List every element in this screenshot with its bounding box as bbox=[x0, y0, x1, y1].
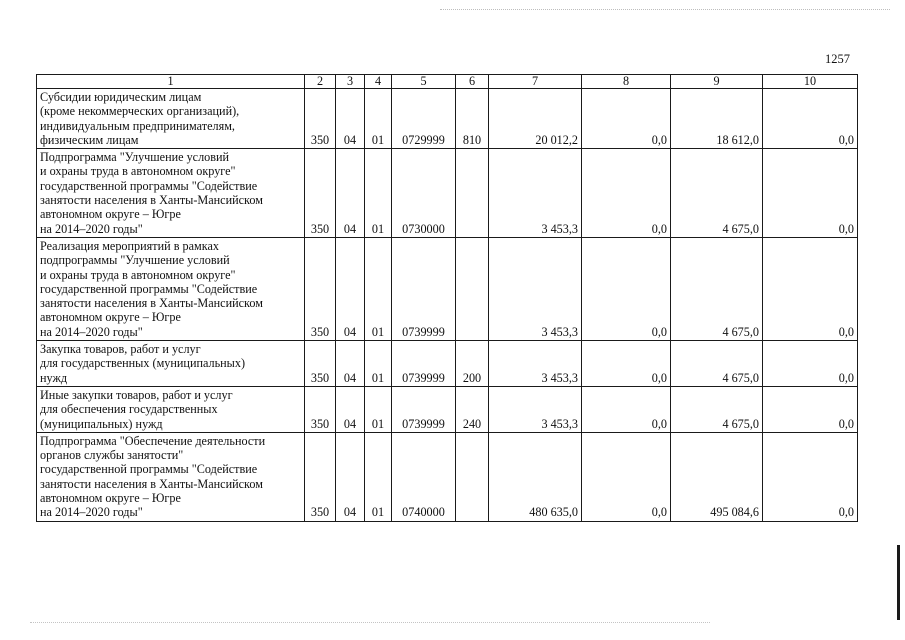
row-name-cell bbox=[37, 432, 305, 521]
header-row bbox=[37, 75, 858, 89]
cell-c9: 4 675,0 bbox=[671, 341, 763, 387]
cell-c2: 350 bbox=[305, 386, 336, 432]
row-name-line: нужд bbox=[40, 370, 68, 385]
cell-c6 bbox=[456, 149, 489, 238]
row-name-cell bbox=[37, 341, 305, 387]
row-name-line: Иные закупки товаров, работ и услуг bbox=[40, 387, 233, 402]
header-cell: 9 bbox=[671, 75, 763, 89]
cell-c8: 0,0 bbox=[582, 89, 671, 149]
cell-c2: 350 bbox=[305, 432, 336, 521]
cell-c2: 350 bbox=[305, 149, 336, 238]
row-name-line: государственной программы "Содействие bbox=[40, 462, 258, 477]
scan-artifact-bottom bbox=[30, 622, 710, 624]
cell-c10: 0,0 bbox=[763, 341, 858, 387]
cell-c3: 04 bbox=[336, 341, 365, 387]
cell-c10: 0,0 bbox=[763, 149, 858, 238]
cell-c2: 350 bbox=[305, 341, 336, 387]
header-cell: 7 bbox=[489, 75, 582, 89]
cell-c9: 4 675,0 bbox=[671, 237, 763, 340]
table-row bbox=[37, 386, 858, 432]
cell-c8: 0,0 bbox=[582, 149, 671, 238]
row-name-line: органов службы занятости" bbox=[40, 448, 184, 463]
page-number: 1257 bbox=[825, 52, 850, 66]
cell-c2: 350 bbox=[305, 237, 336, 340]
cell-c6: 240 bbox=[456, 386, 489, 432]
row-name-line: для государственных (муниципальных) bbox=[40, 356, 246, 371]
cell-c10: 0,0 bbox=[763, 432, 858, 521]
row-name-line: Закупка товаров, работ и услуг bbox=[40, 342, 201, 357]
cell-c4: 01 bbox=[365, 149, 392, 238]
cell-c4: 01 bbox=[365, 237, 392, 340]
scan-artifact-edge bbox=[897, 545, 900, 620]
cell-c7: 480 635,0 bbox=[489, 432, 582, 521]
row-name-line: и охраны труда в автономном округе" bbox=[40, 164, 236, 179]
cell-c9: 4 675,0 bbox=[671, 386, 763, 432]
row-name-line: государственной программы "Содействие bbox=[40, 178, 258, 193]
header-cell: 10 bbox=[763, 75, 858, 89]
cell-c6 bbox=[456, 432, 489, 521]
row-name-line: Субсидии юридическим лицам bbox=[40, 90, 202, 104]
header-cell: 8 bbox=[582, 75, 671, 89]
cell-c4: 01 bbox=[365, 89, 392, 149]
cell-c3: 04 bbox=[336, 432, 365, 521]
row-name-line: Реализация мероприятий в рамках bbox=[40, 238, 219, 253]
row-name-line: на 2014–2020 годы" bbox=[40, 221, 143, 236]
cell-c3: 04 bbox=[336, 386, 365, 432]
cell-c8: 0,0 bbox=[582, 432, 671, 521]
budget-table bbox=[36, 74, 858, 522]
row-name-line: занятости населения в Ханты-Мансийском bbox=[40, 193, 263, 208]
cell-c7: 3 453,3 bbox=[489, 386, 582, 432]
row-name-line: автономном округе – Югре bbox=[40, 207, 181, 222]
cell-c5: 0740000 bbox=[392, 432, 456, 521]
row-name-cell bbox=[37, 149, 305, 238]
row-name-line: занятости населения в Ханты-Мансийском bbox=[40, 476, 263, 491]
table-row bbox=[37, 237, 858, 340]
row-name-line: Подпрограмма "Улучшение условий bbox=[40, 150, 230, 165]
cell-c5: 0730000 bbox=[392, 149, 456, 238]
cell-c8: 0,0 bbox=[582, 341, 671, 387]
row-name-line: и охраны труда в автономном округе" bbox=[40, 267, 236, 282]
cell-c8: 0,0 bbox=[582, 386, 671, 432]
table-row bbox=[37, 89, 858, 149]
cell-c5: 0739999 bbox=[392, 341, 456, 387]
cell-c10: 0,0 bbox=[763, 237, 858, 340]
row-name-line: (муниципальных) нужд bbox=[40, 416, 163, 431]
cell-c7: 3 453,3 bbox=[489, 237, 582, 340]
header-cell: 3 bbox=[336, 75, 365, 89]
header-cell: 6 bbox=[456, 75, 489, 89]
row-name-line: для обеспечения государственных bbox=[40, 402, 218, 417]
cell-c5: 0739999 bbox=[392, 386, 456, 432]
cell-c4: 01 bbox=[365, 386, 392, 432]
cell-c5: 0729999 bbox=[392, 89, 456, 149]
cell-c7: 3 453,3 bbox=[489, 149, 582, 238]
header-cell: 1 bbox=[37, 75, 305, 89]
header-cell: 2 bbox=[305, 75, 336, 89]
row-name-cell bbox=[37, 89, 305, 149]
cell-c6 bbox=[456, 237, 489, 340]
header-cell: 4 bbox=[365, 75, 392, 89]
cell-c4: 01 bbox=[365, 341, 392, 387]
cell-c7: 3 453,3 bbox=[489, 341, 582, 387]
header-cell: 5 bbox=[392, 75, 456, 89]
cell-c3: 04 bbox=[336, 149, 365, 238]
row-name-line: автономном округе – Югре bbox=[40, 310, 181, 325]
cell-c8: 0,0 bbox=[582, 237, 671, 340]
row-name-cell bbox=[37, 386, 305, 432]
cell-c9: 4 675,0 bbox=[671, 149, 763, 238]
cell-c3: 04 bbox=[336, 89, 365, 149]
scan-artifact-top bbox=[440, 9, 890, 11]
row-name-line: подпрограммы "Улучшение условий bbox=[40, 253, 230, 268]
row-name-cell bbox=[37, 237, 305, 340]
row-name-line: индивидуальным предпринимателям, bbox=[40, 118, 235, 133]
cell-c10: 0,0 bbox=[763, 89, 858, 149]
table-row bbox=[37, 432, 858, 521]
cell-c2: 350 bbox=[305, 89, 336, 149]
cell-c6: 200 bbox=[456, 341, 489, 387]
cell-c4: 01 bbox=[365, 432, 392, 521]
table-row bbox=[37, 341, 858, 387]
cell-c7: 20 012,2 bbox=[489, 89, 582, 149]
cell-c5: 0739999 bbox=[392, 237, 456, 340]
cell-c3: 04 bbox=[336, 237, 365, 340]
cell-c10: 0,0 bbox=[763, 386, 858, 432]
cell-c6: 810 bbox=[456, 89, 489, 149]
row-name-line: Подпрограмма "Обеспечение деятельности bbox=[40, 433, 266, 448]
table-row bbox=[37, 149, 858, 238]
cell-c9: 18 612,0 bbox=[671, 89, 763, 149]
cell-c9: 495 084,6 bbox=[671, 432, 763, 521]
row-name-line: автономном округе – Югре bbox=[40, 491, 181, 506]
row-name-line: занятости населения в Ханты-Мансийском bbox=[40, 296, 263, 311]
row-name-line: (кроме некоммерческих организаций), bbox=[40, 104, 240, 119]
row-name-line: на 2014–2020 годы" bbox=[40, 324, 143, 339]
row-name-line: физическим лицам bbox=[40, 132, 139, 147]
row-name-line: государственной программы "Содействие bbox=[40, 281, 258, 296]
row-name-line: на 2014–2020 годы" bbox=[40, 505, 143, 520]
